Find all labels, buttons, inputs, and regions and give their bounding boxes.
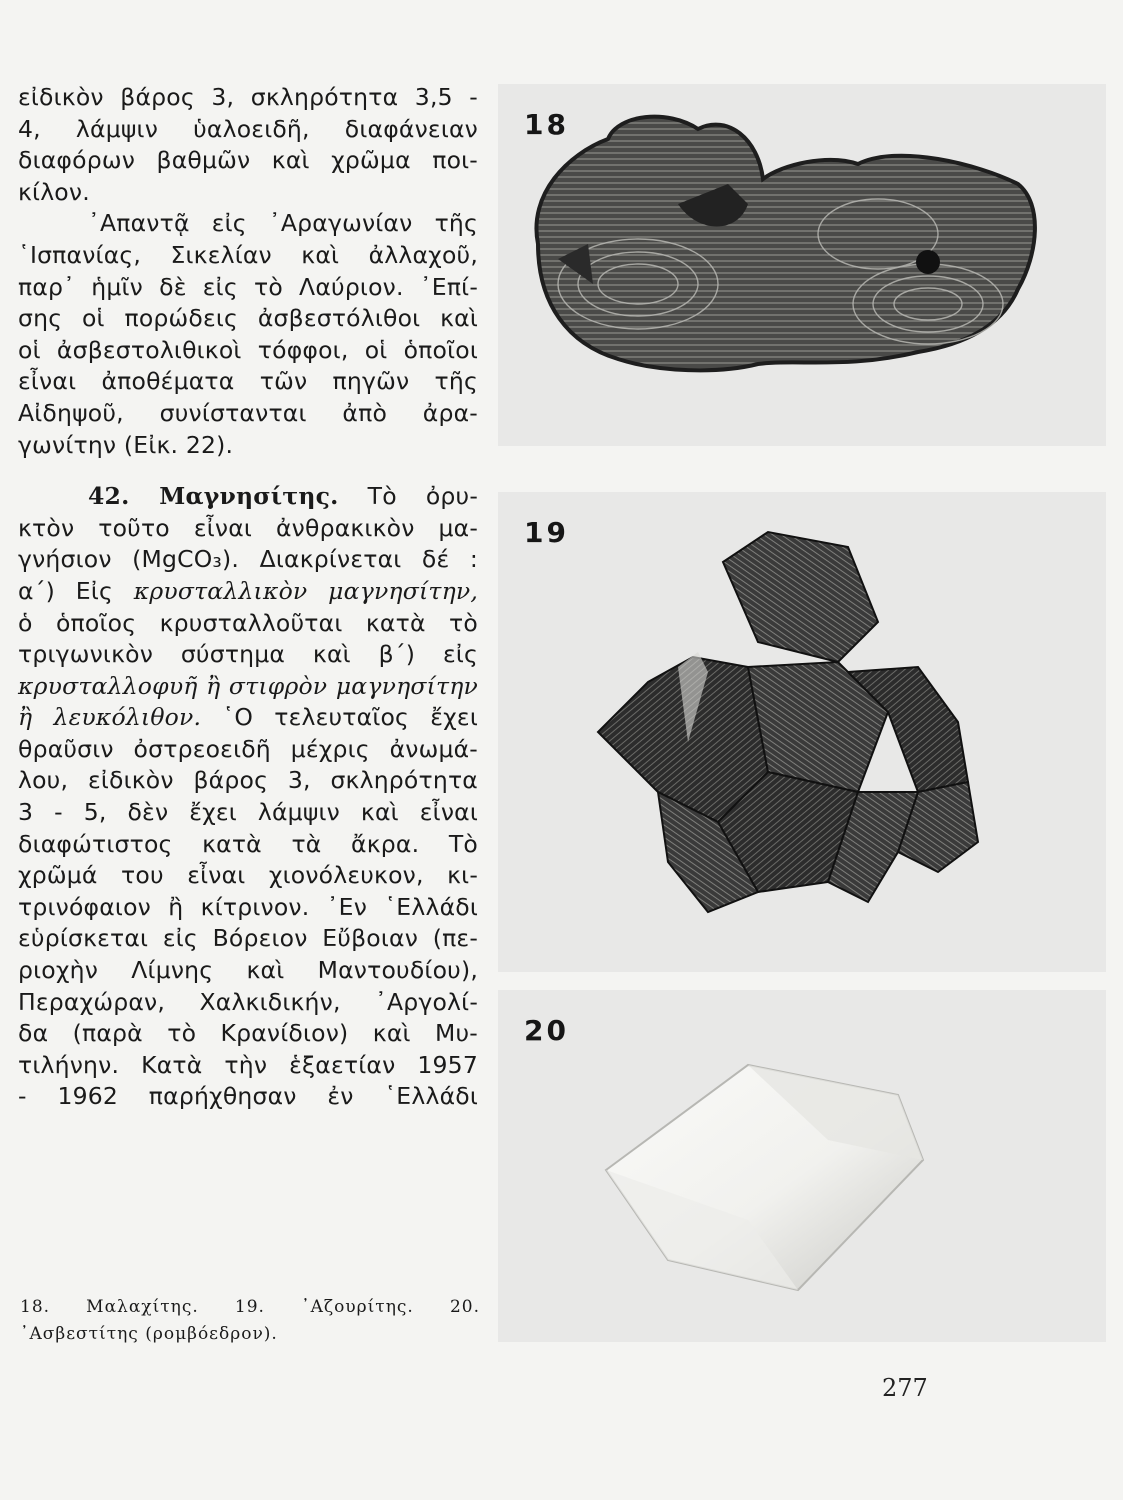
italic-term: ἢ λευκόλιθον. (18, 703, 202, 732)
text-line: θραῦσιν ὀστρεοειδῆ μέχρις ἀνωμά- (18, 734, 478, 763)
figure-number: 20 (524, 1014, 569, 1047)
text-line: ᾿Απαντᾷ εἰς ᾿Αραγωνίαν τῆς (88, 209, 478, 238)
text-line: οἱ ἀσβεστολιθικοὶ τόφφοι, οἱ ὁποῖοι (18, 335, 478, 364)
figure-20-plate (498, 990, 1106, 1342)
italic-term: κρυσταλλοφυῆ ἢ στιφρὸν μαγνησίτην (18, 671, 478, 700)
text-line: Αἰδηψοῦ, συνίστανται ἀπὸ ἀρα- (18, 398, 478, 427)
text-line: τιλήνην. Κατὰ τὴν ἑξαετίαν 1957 (18, 1050, 478, 1079)
text-line: τριγωνικὸν σύστημα καὶ β΄) εἰς (18, 640, 478, 669)
text-line (18, 576, 478, 608)
azurite-illustration (498, 492, 1106, 972)
text-line: Περαχώραν, Χαλκιδικήν, ᾿Αργολί- (18, 987, 478, 1016)
text-line: σης οἱ πορώδεις ἀσβεστόλιθοι καὶ (18, 304, 478, 333)
text-line: ριοχὴν Λίμνης καὶ Μαντουδίου), (18, 956, 478, 985)
text-line: διαφώτιστος κατὰ τὰ ἄκρα. Τὸ (18, 829, 478, 858)
section-title: 42. Μαγνησίτης. (88, 482, 339, 511)
text-line: ὁ ὁποῖος κρυσταλλοῦται κατὰ τὸ (18, 608, 478, 637)
text-span: ῾Ο τελευταῖος ἔχει (222, 703, 478, 732)
malachite-illustration (498, 84, 1106, 446)
text-line: δα (παρὰ τὸ Κρανίδιον) καὶ Μυ- (18, 1019, 478, 1048)
text-line: γνήσιον (MgCO₃). Διακρίνεται δέ : (18, 545, 478, 574)
figure-19-plate (498, 492, 1106, 972)
text-line: λου, εἰδικὸν βάρος 3, σκληρότητα (18, 766, 478, 795)
text-line: - 1962 παρήχθησαν ἐν ῾Ελλάδι (18, 1082, 478, 1111)
figure-number: 18 (524, 108, 569, 141)
text-line: εἶναι ἀποθέματα τῶν πηγῶν τῆς (18, 367, 478, 396)
text-line: εὑρίσκεται εἰς Βόρειον Εὔβοιαν (πε- (18, 924, 478, 953)
caption-line: ᾿Ασβεστίτης (ρομβόεδρον). (20, 1324, 278, 1344)
page-number: 277 (882, 1374, 928, 1402)
text-line: κτὸν τοῦτο εἶναι ἀνθρακικὸν μα- (18, 513, 478, 542)
caption-line: 18. Μαλαχίτης. 19. ᾿Αζουρίτης. 20. (20, 1297, 480, 1317)
text-line (18, 671, 478, 703)
text-line: κίλον. (18, 177, 90, 206)
figure-number: 19 (524, 516, 569, 549)
section-heading-line (18, 481, 478, 513)
text-line: εἰδικὸν βάρος 3, σκληρότητα 3,5 - (18, 83, 478, 111)
text-span: α΄) Εἰς (18, 576, 113, 605)
text-line: διαφόρων βαθμῶν καὶ χρῶμα ποι- (18, 146, 478, 175)
figure-18-plate (498, 84, 1106, 446)
text-line: τρινόφαιον ἢ κίτρινον. ᾿Εν ῾Ελλάδι (18, 892, 478, 921)
text-line: παρ᾿ ἡμῖν δὲ εἰς τὸ Λαύριον. ᾿Επί- (18, 272, 478, 301)
text-line (18, 702, 478, 734)
text-line: 4, λάμψιν ὑαλοειδῆ, διαφάνειαν (18, 114, 478, 143)
text-line: χρῶμά του εἶναι χιονόλευκον, κι- (18, 861, 478, 890)
figure-caption (20, 1294, 480, 1348)
text-span: Τὸ ὀρυ- (367, 482, 479, 511)
calcite-illustration (498, 990, 1106, 1342)
text-column (18, 82, 478, 1113)
text-line: ῾Ισπανίας, Σικελίαν καὶ ἀλλαχοῦ, (18, 240, 478, 269)
text-line: 3 - 5, δὲν ἔχει λάμψιν καὶ εἶναι (18, 798, 478, 827)
italic-term: κρυσταλλικὸν μαγνησίτην, (133, 576, 479, 605)
text-line: γωνίτην (Εἰκ. 22). (18, 430, 234, 459)
